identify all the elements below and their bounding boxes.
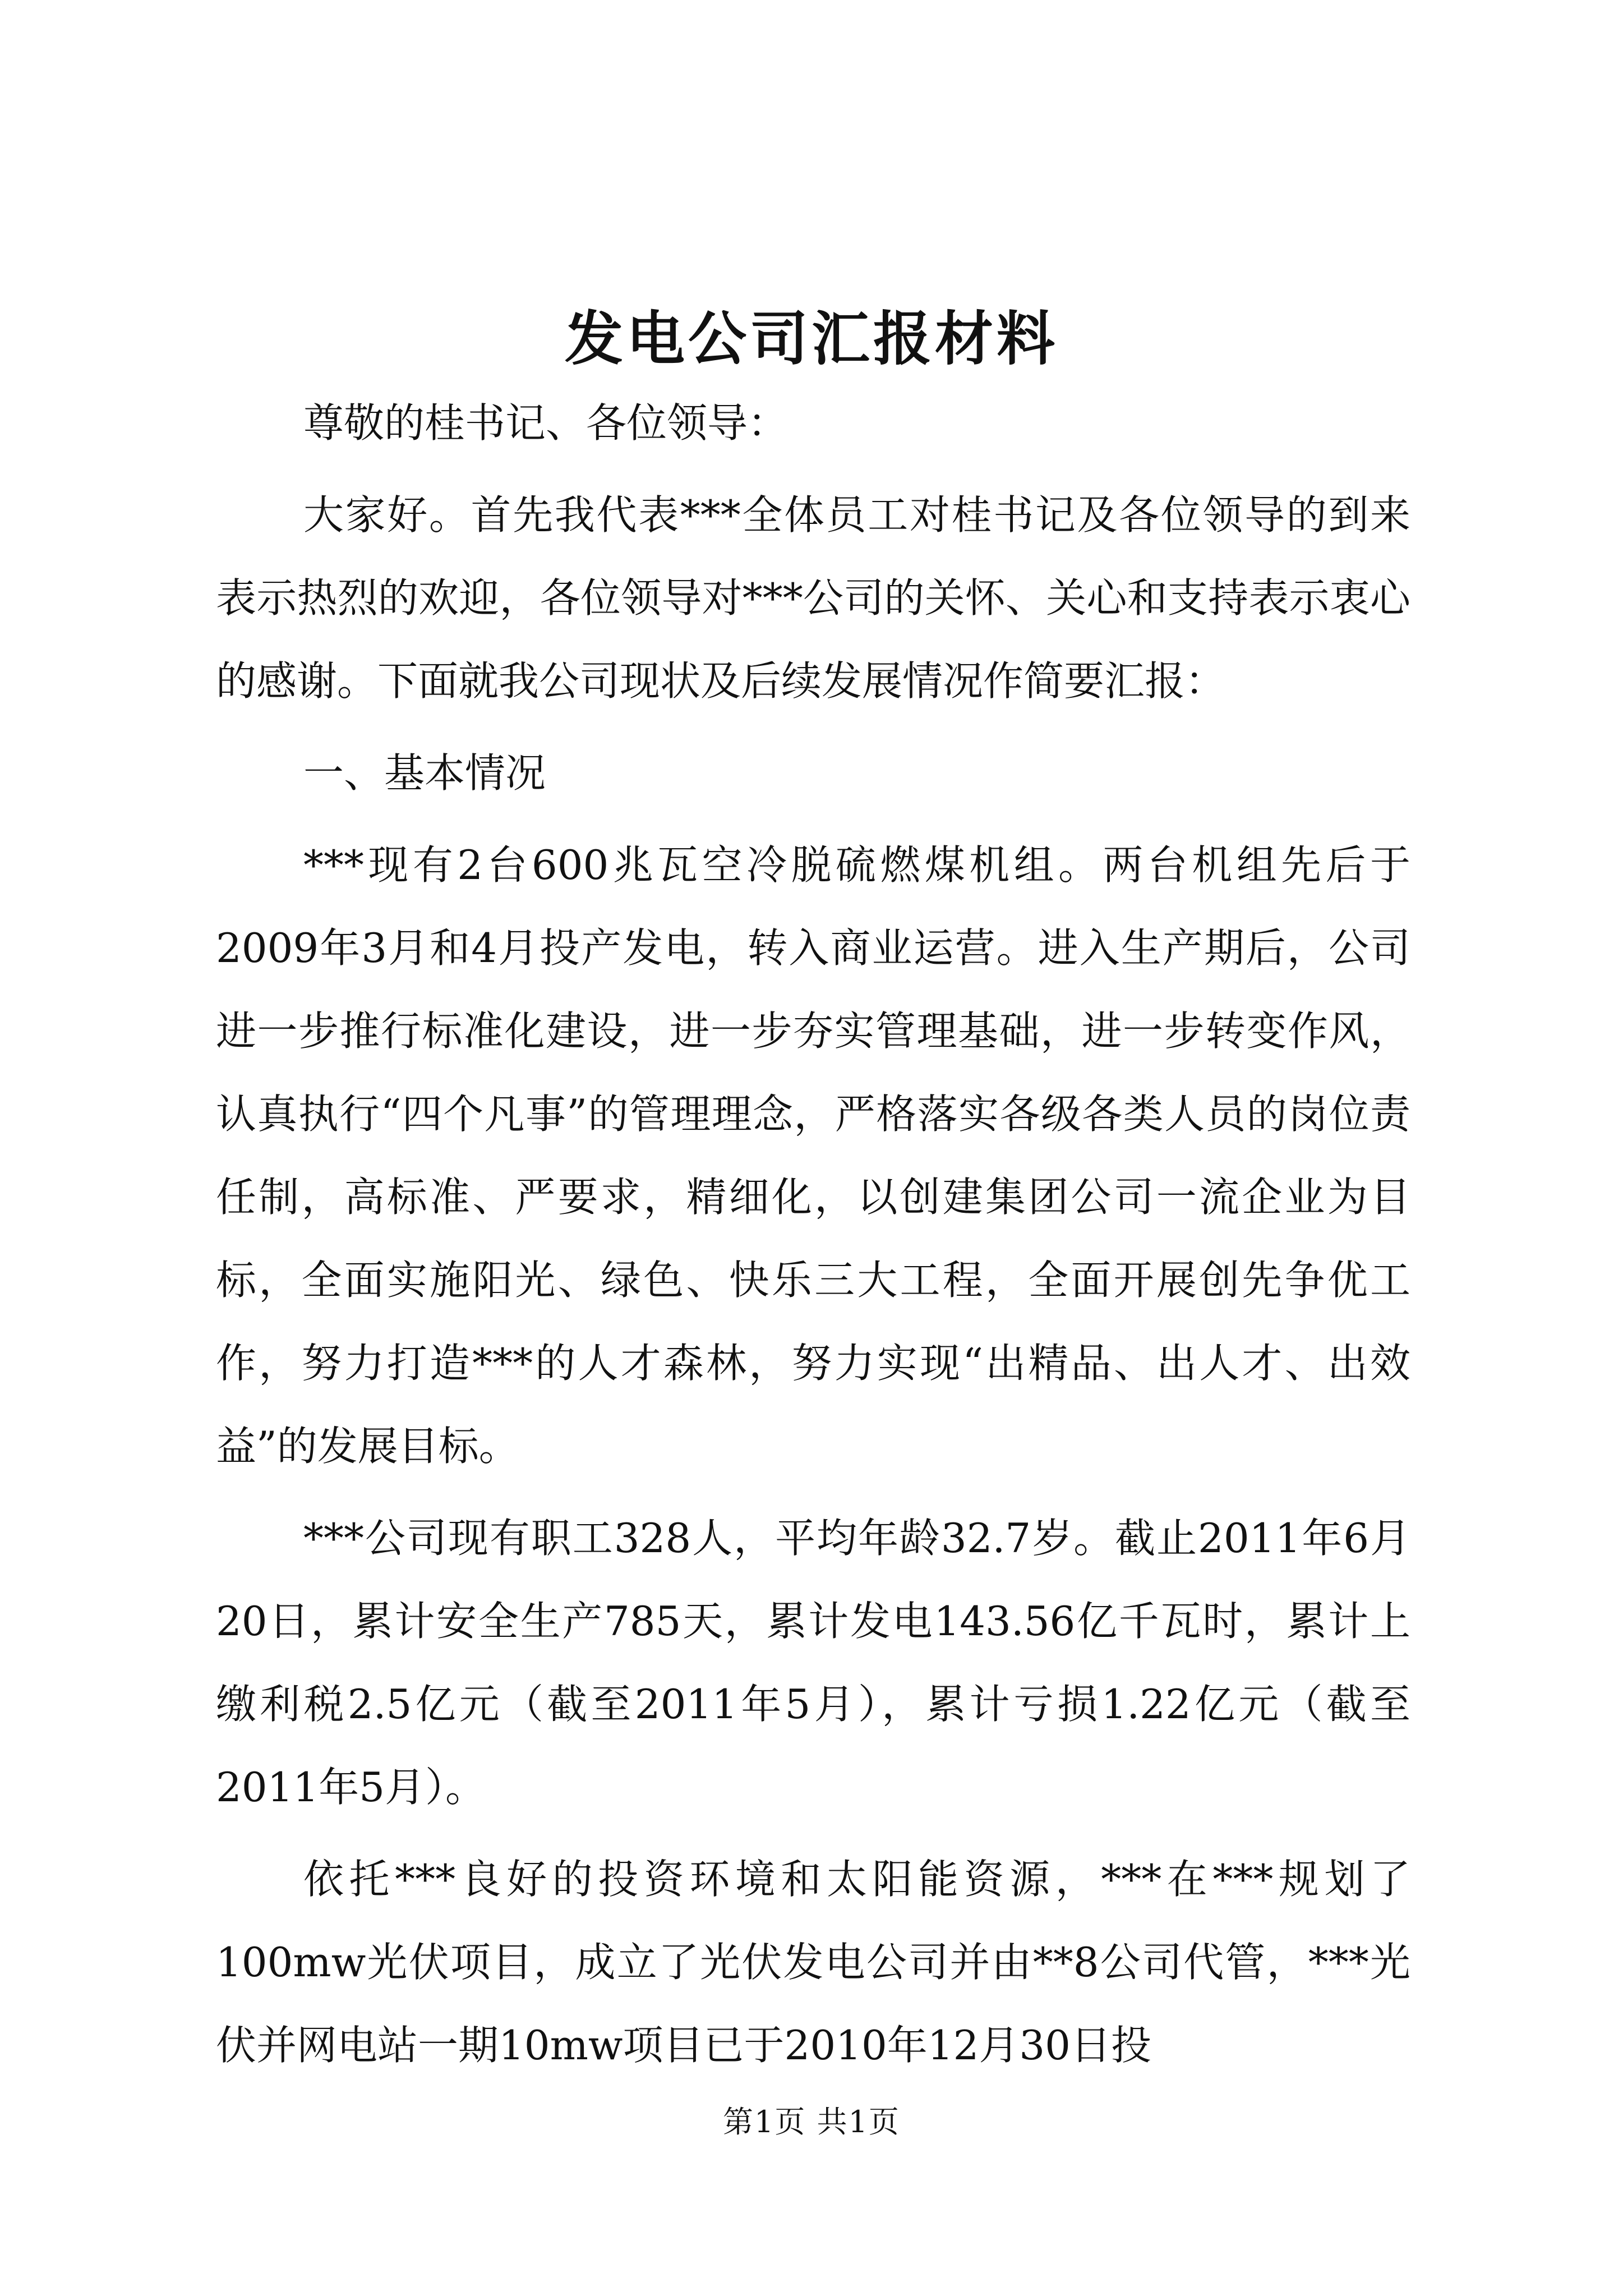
salutation: 尊敬的桂书记、各位领导： [303, 399, 789, 447]
body-paragraph: ***公司现有职工328人，平均年龄32.7岁。截止2011年6月20日，累计安全生产785天，累计发电143.56亿千瓦时，累计上缴利税2.5亿元（截至2011年5月），累计亏损1.22亿元（截至2011年5月）。 [216, 1515, 1410, 1811]
page-footer: 第1页 共1页 [723, 2104, 900, 2139]
body-paragraph: 依托***良好的投资环境和太阳能资源，***在***规划了100mw光伏项目，成立了光伏发电公司并由**8公司代管，***光伏并网电站一期10mw项目已于2010年12月30日投 [216, 1856, 1410, 2069]
document-title: 发电公司汇报材料 [564, 304, 1058, 373]
section-heading: 一、基本情况 [303, 749, 546, 797]
document-body [216, 381, 1410, 2096]
opening-paragraph: 大家好。首先我代表***全体员工对桂书记及各位领导的到来表示热烈的欢迎，各位领导对***公司的关怀、关心和支持表示衷心的感谢。下面就我公司现状及后续发展情况作简要汇报： [216, 491, 1410, 705]
body-paragraph: ***现有2台600兆瓦空冷脱硫燃煤机组。两台机组先后于2009年3月和4月投产发电，转入商业运营。进入生产期后，公司进一步推行标准化建设，进一步夯实管理基础，进一步转变作风，认真执行“四个凡事”的管理理念，严格落实各级各类人员的岗位责任制，高标准、严要求，精细化，以创建集团公司一流企业为目标，全面实施阳光、绿色、快乐三大工程，全面开展创先争优工作，努力打造***的人才森林，努力实现“出精品、出人才、出效益”的发展目标。 [216, 841, 1410, 1470]
